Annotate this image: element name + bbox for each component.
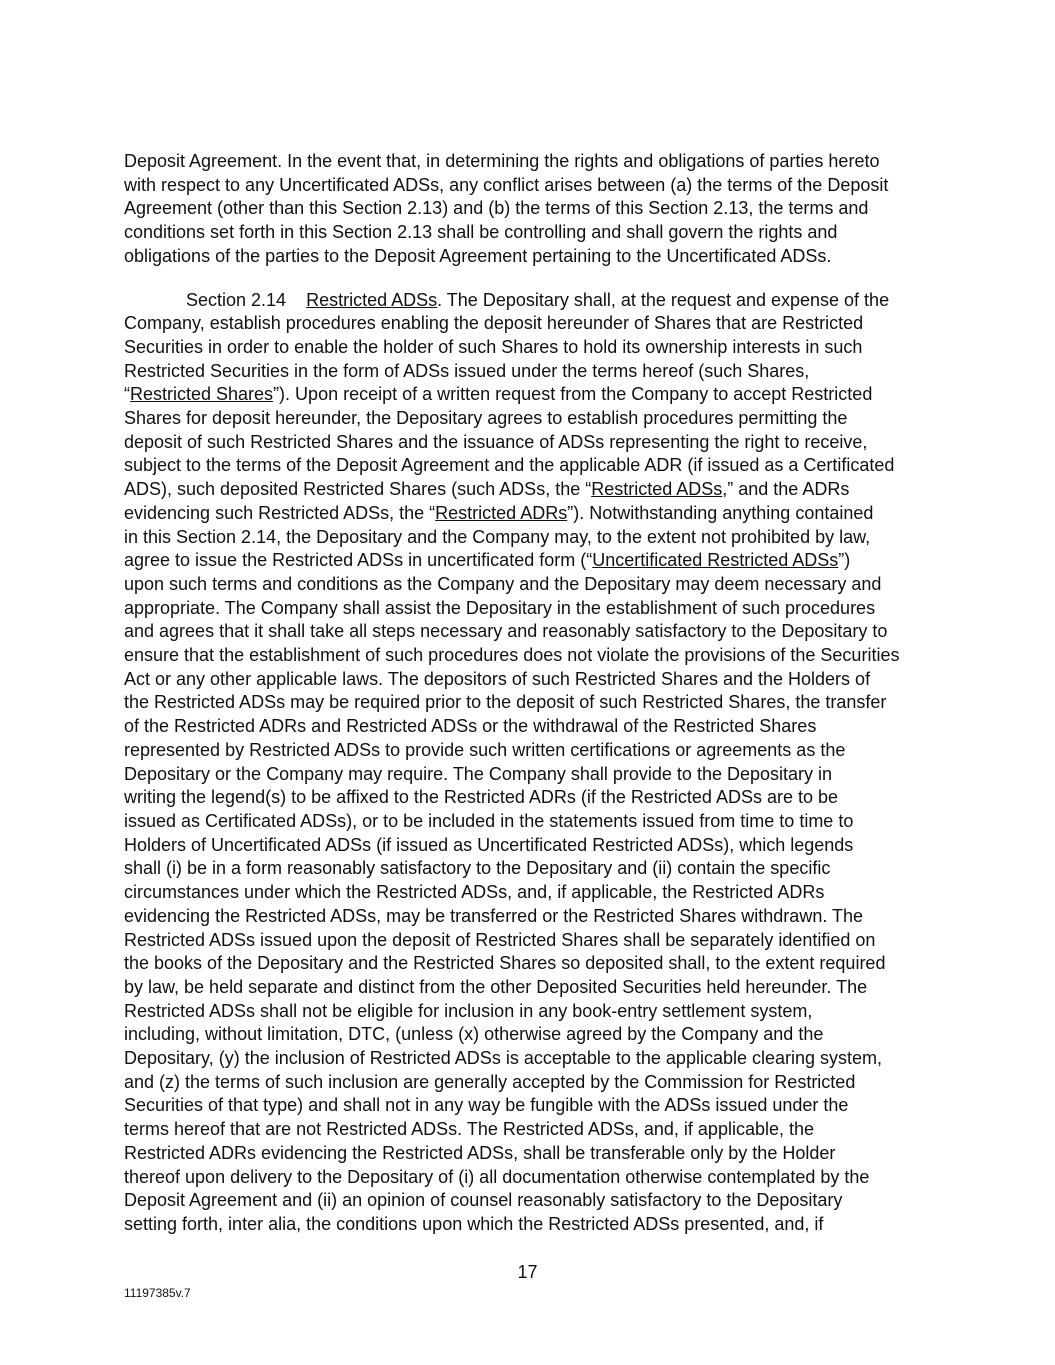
text-line: appropriate. The Company shall assist the Depositary in the establishment of such procedures [124,597,876,618]
text-line: including, without limitation, DTC, (unless (x) otherwise agreed by the Company and the [124,1024,824,1045]
text-fragment: “ [124,384,130,405]
text-line [124,478,934,502]
text-line: Depositary or the Company may require. The Company shall provide to the Depositary in [124,763,833,784]
text-line: Holders of Uncertificated ADSs (if issued as Uncertificated Restricted ADSs), which legends [124,834,854,855]
text-line: the Restricted ADSs may be required prior to the deposit of such Restricted Shares, the transfer [124,692,887,713]
text-line: and (z) the terms of such inclusion are generally accepted by the Commission for Restricted [124,1071,856,1092]
text-line: terms hereof that are not Restricted ADSs. The Restricted ADSs, and, if applicable, the [124,1119,815,1140]
text-line: Deposit Agreement and (ii) an opinion of counsel reasonably satisfactory to the Depositary [124,1190,843,1211]
text-line: Deposit Agreement. In the event that, in determining the rights and obligations of parties hereto [124,151,880,171]
text-line: Securities of that type) and shall not in any way be fungible with the ADSs issued under the [124,1095,849,1116]
text-line: deposit of such Restricted Shares and the issuance of ADSs representing the right to receive, [124,431,868,452]
paragraph-continuation [124,150,934,269]
text-line [124,549,934,573]
text-line: evidencing the Restricted ADSs, may be transferred or the Restricted Shares withdrawn. The [124,905,864,926]
text-fragment: evidencing such Restricted ADSs, the “ [124,502,436,523]
text-fragment: agree to issue the Restricted ADSs in uncertificated form (“ [124,550,593,571]
text-line: Act or any other applicable laws. The depositors of such Restricted Shares and the Holders of [124,668,871,689]
text-line: in this Section 2.14, the Depositary and the Company may, to the extent not prohibited by law, [124,526,871,547]
text-line: Shares for deposit hereunder, the Depositary agrees to establish procedures permitting the [124,408,848,429]
text-line: setting forth, inter alia, the conditions upon which the Restricted ADSs presented, and, if [124,1213,824,1234]
text-line: Company, establish procedures enabling the deposit hereunder of Shares that are Restricted [124,313,864,334]
text-line: by law, be held separate and distinct from the other Deposited Securities held hereunder. The [124,976,868,997]
text-line: writing the legend(s) to be affixed to the Restricted ADRs (if the Restricted ADSs are to be [124,787,839,808]
text-line: Agreement (other than this Section 2.13) and (b) the terms of this Section 2.13, the terms and [124,198,869,219]
section-heading-line [124,289,934,313]
text-line [124,502,934,526]
section-number: Section 2.14 [186,289,287,310]
section-heading-tail: . The Depositary shall, at the request and expense of the [437,289,890,310]
text-line: Restricted ADSs shall not be eligible for inclusion in any book-entry settlement system, [124,1000,813,1021]
text-line: Restricted ADRs evidencing the Restricted ADSs, shall be transferable only by the Holder [124,1142,836,1163]
text-fragment: ”). Notwithstanding anything contained [567,502,874,523]
text-fragment: ADS), such deposited Restricted Shares (such ADSs, the “ [124,479,592,500]
text-line: shall (i) be in a form reasonably satisfactory to the Depositary and (ii) contain the specific [124,858,831,879]
text-line [124,383,934,407]
defined-term-uncertificated-restricted-adss: Uncertificated Restricted ADSs [592,550,839,571]
defined-term-restricted-adrs: Restricted ADRs [435,502,568,523]
text-line: Securities in order to enable the holder of such Shares to hold its ownership interests in such [124,336,863,357]
text-line: conditions set forth in this Section 2.13 shall be controlling and shall govern the rights and [124,222,838,243]
text-line: with respect to any Uncertificated ADSs, any conflict arises between (a) the terms of the Deposit [124,174,889,195]
defined-term-restricted-shares: Restricted Shares [130,384,274,405]
text-line: Depositary, (y) the inclusion of Restricted ADSs is acceptable to the applicable clearing system, [124,1048,883,1069]
text-line: of the Restricted ADRs and Restricted ADSs or the withdrawal of the Restricted Shares [124,716,817,737]
section-title: Restricted ADSs [306,289,438,310]
text-line: thereof upon delivery to the Depositary of (i) all documentation otherwise contemplated by the [124,1166,870,1187]
section-2-14-paragraph [124,289,934,1237]
document-id: 11197385v.7 [124,1286,191,1300]
paragraph-spacer [124,269,934,289]
text-line: upon such terms and conditions as the Company and the Depositary may deem necessary and [124,573,882,594]
text-line: represented by Restricted ADSs to provide such written certifications or agreements as the [124,739,846,760]
text-line: and agrees that it shall take all steps necessary and reasonably satisfactory to the Depositary to [124,621,888,642]
text-line: Restricted Securities in the form of ADSs issued under the terms hereof (such Shares, [124,360,810,381]
text-line: issued as Certificated ADSs), or to be included in the statements issued from time to time to [124,810,854,831]
defined-term-restricted-adss: Restricted ADSs [591,479,723,500]
text-line: ensure that the establishment of such procedures does not violate the provisions of the Securities [124,645,900,666]
text-fragment: ”). Upon receipt of a written request from the Company to accept Restricted [273,384,873,405]
document-body [124,150,934,1237]
text-fragment: ”) [838,550,851,571]
text-line: obligations of the parties to the Deposit Agreement pertaining to the Uncertificated ADSs. [124,245,832,266]
page-number: 17 [517,1262,538,1282]
text-line: Restricted ADSs issued upon the deposit of Restricted Shares shall be separately identified on [124,929,876,950]
text-line: circumstances under which the Restricted ADSs, and, if applicable, the Restricted ADRs [124,882,825,903]
text-line: subject to the terms of the Deposit Agreement and the applicable ADR (if issued as a Certificated [124,455,895,476]
text-line: the books of the Depositary and the Restricted Shares so deposited shall, to the extent required [124,953,886,974]
text-fragment: ,” and the ADRs [722,479,850,500]
